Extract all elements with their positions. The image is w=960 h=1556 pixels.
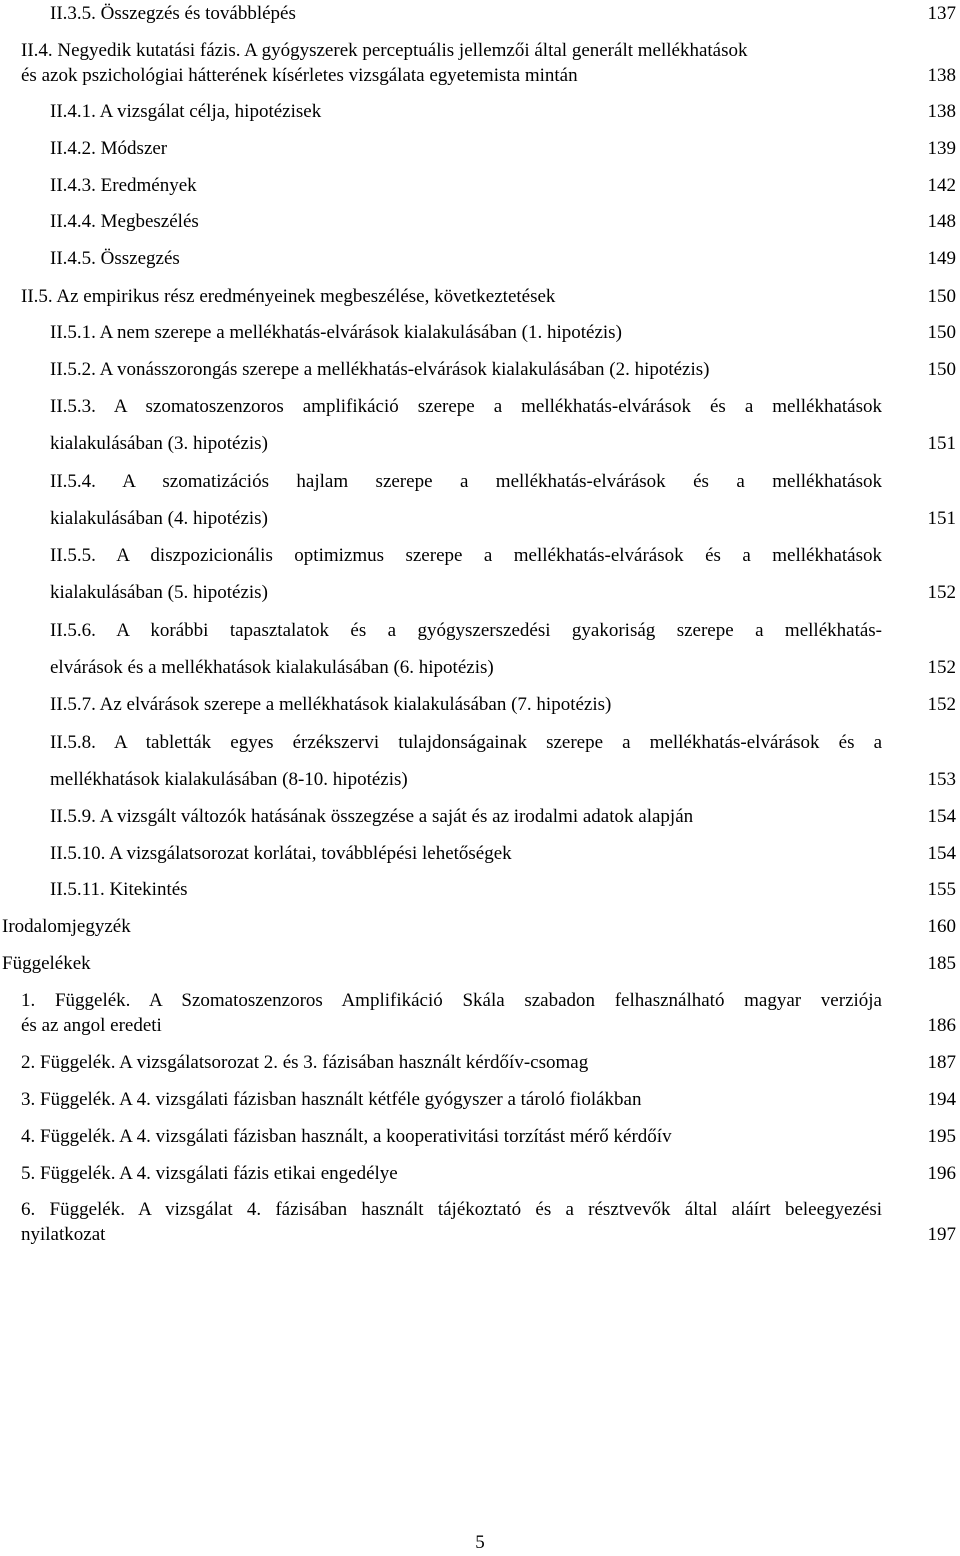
toc-entry (0, 357, 960, 383)
toc-entry (0, 1124, 960, 1150)
toc-entry-title: és azok pszichológiai hátterének kísérletes vizsgálata egyetemista mintán (21, 65, 578, 86)
toc-entry-title: II.4.4. Megbeszélés (50, 211, 199, 232)
toc-entry (0, 804, 960, 830)
toc-entry (0, 1013, 960, 1039)
toc-entry (0, 38, 960, 64)
toc-entry (0, 1050, 960, 1076)
toc-entry (0, 246, 960, 272)
toc-entry-page: 138 (927, 65, 956, 86)
toc-entry (0, 99, 960, 125)
toc-entry-title: mellékhatások kialakulásában (8-10. hipotézis) (50, 769, 408, 790)
toc-entry-page: 151 (927, 433, 956, 454)
toc-entry (0, 692, 960, 718)
toc-entry (0, 1161, 960, 1187)
toc-entry-title: II.4.5. Összegzés (50, 248, 180, 269)
toc-entry-title: II.5.11. Kitekintés (50, 879, 188, 900)
toc-entry-page: 160 (927, 916, 956, 937)
toc-entry-title: II.5. Az empirikus rész eredményeinek megbeszélése, következtetések (21, 286, 556, 307)
toc-entry-title: 4. Függelék. A 4. vizsgálati fázisban használt, a kooperativitási torzítást mérő kérdőív (21, 1126, 672, 1147)
toc-entry (0, 1, 960, 27)
toc-entry-title: 2. Függelék. A vizsgálatsorozat 2. és 3. fázisában használt kérdőív-csomag (21, 1052, 589, 1073)
toc-entry-page: 153 (927, 769, 956, 790)
toc-entry (0, 209, 960, 235)
toc-entry-page: 142 (927, 175, 956, 196)
toc-entry-title: II.5.7. Az elvárások szerepe a mellékhatások kialakulásában (7. hipotézis) (50, 694, 612, 715)
toc-entry-title: II.5.6. A korábbi tapasztalatok és a gyógyszerszedési gyakoriság szerepe a mellékhatás- (50, 620, 882, 641)
toc-entry-title: II.5.9. A vizsgált változók hatásának összegzése a saját és az irodalmi adatok alapján (50, 806, 694, 827)
toc-entry-page: 194 (927, 1089, 956, 1110)
toc-entry (0, 431, 960, 457)
toc-entry-page: 138 (927, 101, 956, 122)
toc-entry (0, 469, 960, 495)
toc-entry (0, 1222, 960, 1248)
toc-entry-page: 139 (927, 138, 956, 159)
toc-entry (0, 914, 960, 940)
toc-entry-title: II.5.10. A vizsgálatsorozat korlátai, továbblépési lehetőségek (50, 843, 512, 864)
toc-entry-page: 152 (927, 582, 956, 603)
toc-entry-title: 1. Függelék. A Szomatoszenzoros Amplifikáció Skála szabadon felhasználható magyar verziója (21, 990, 882, 1011)
toc-entry-title: Irodalomjegyzék (2, 916, 131, 937)
toc-entry-title: II.5.5. A diszpozicionális optimizmus szerepe a mellékhatás-elvárások és a mellékhatások (50, 545, 882, 566)
toc-entry-page: 137 (927, 3, 956, 24)
toc-entry-page: 149 (927, 248, 956, 269)
toc-entry-title: 5. Függelék. A 4. vizsgálati fázis etikai engedélye (21, 1163, 398, 1184)
toc-entry-page: 185 (927, 953, 956, 974)
toc-entry (0, 394, 960, 420)
toc-entry (0, 173, 960, 199)
toc-entry-title: kialakulásában (3. hipotézis) (50, 433, 268, 454)
toc-entry-page: 148 (927, 211, 956, 232)
toc-entry-title: kialakulásában (5. hipotézis) (50, 582, 268, 603)
toc-entry-page: 195 (927, 1126, 956, 1147)
toc-entry-page: 196 (927, 1163, 956, 1184)
toc-entry-title: II.5.8. A tabletták egyes érzékszervi tulajdonságainak szerepe a mellékhatás-elvárások és a (50, 732, 882, 753)
toc-entry (0, 284, 960, 310)
toc-entry (0, 1087, 960, 1113)
toc-entry-title: II.5.3. A szomatoszenzoros amplifikáció szerepe a mellékhatás-elvárások és a mellékhatások (50, 396, 882, 417)
toc-entry-title: II.4.2. Módszer (50, 138, 168, 159)
toc-entry-title: 6. Függelék. A vizsgálat 4. fázisában használt tájékoztató és a résztvevők által aláírt beleegyezési (21, 1199, 882, 1220)
toc-entry-page: 150 (927, 359, 956, 380)
toc-entry-title: és az angol eredeti (21, 1015, 162, 1036)
toc-entry (0, 63, 960, 89)
toc-entry-page: 197 (927, 1224, 956, 1245)
toc-entry (0, 877, 960, 903)
toc-entry-page: 151 (927, 508, 956, 529)
toc-entry (0, 543, 960, 569)
toc-entry-title: kialakulásában (4. hipotézis) (50, 508, 268, 529)
toc-entry-title: II.4.1. A vizsgálat célja, hipotézisek (50, 101, 322, 122)
toc-entry (0, 951, 960, 977)
toc-entry-title: Függelékek (2, 953, 91, 974)
toc-entry-title: II.4.3. Eredmények (50, 175, 197, 196)
toc-entry-title: II.5.1. A nem szerepe a mellékhatás-elvárások kialakulásában (1. hipotézis) (50, 322, 622, 343)
toc-entry (0, 655, 960, 681)
toc-entry-page: 152 (927, 657, 956, 678)
toc-entry-title: II.5.2. A vonásszorongás szerepe a mellékhatás-elvárások kialakulásában (2. hipotézis) (50, 359, 710, 380)
toc-entry (0, 618, 960, 644)
toc-entry-title: 3. Függelék. A 4. vizsgálati fázisban használt kétféle gyógyszer a tároló fiolákban (21, 1089, 642, 1110)
toc-entry-page: 155 (927, 879, 956, 900)
toc-entry-title: nyilatkozat (21, 1224, 106, 1245)
toc-entry (0, 1197, 960, 1223)
toc-entry (0, 580, 960, 606)
toc-entry (0, 730, 960, 756)
toc-entry (0, 841, 960, 867)
toc-entry-page: 150 (927, 322, 956, 343)
toc-entry-page: 154 (927, 806, 956, 827)
toc-entry (0, 506, 960, 532)
toc-entry-page: 154 (927, 843, 956, 864)
toc-entry-page: 186 (927, 1015, 956, 1036)
page-number: 5 (475, 1532, 485, 1553)
toc-entry-title: II.3.5. Összegzés és továbblépés (50, 3, 296, 24)
toc-entry-title: elvárások és a mellékhatások kialakulásában (6. hipotézis) (50, 657, 494, 678)
toc-entry-page: 150 (927, 286, 956, 307)
toc-entry (0, 320, 960, 346)
toc-entry-title: II.4. Negyedik kutatási fázis. A gyógyszerek perceptuális jellemzői által generált mellékhatások (21, 40, 748, 61)
toc-entry-page: 187 (927, 1052, 956, 1073)
toc-entry (0, 136, 960, 162)
toc-entry-title: II.5.4. A szomatizációs hajlam szerepe a mellékhatás-elvárások és a mellékhatások (50, 471, 882, 492)
toc-entry (0, 767, 960, 793)
toc-entry (0, 988, 960, 1014)
toc-entry-page: 152 (927, 694, 956, 715)
